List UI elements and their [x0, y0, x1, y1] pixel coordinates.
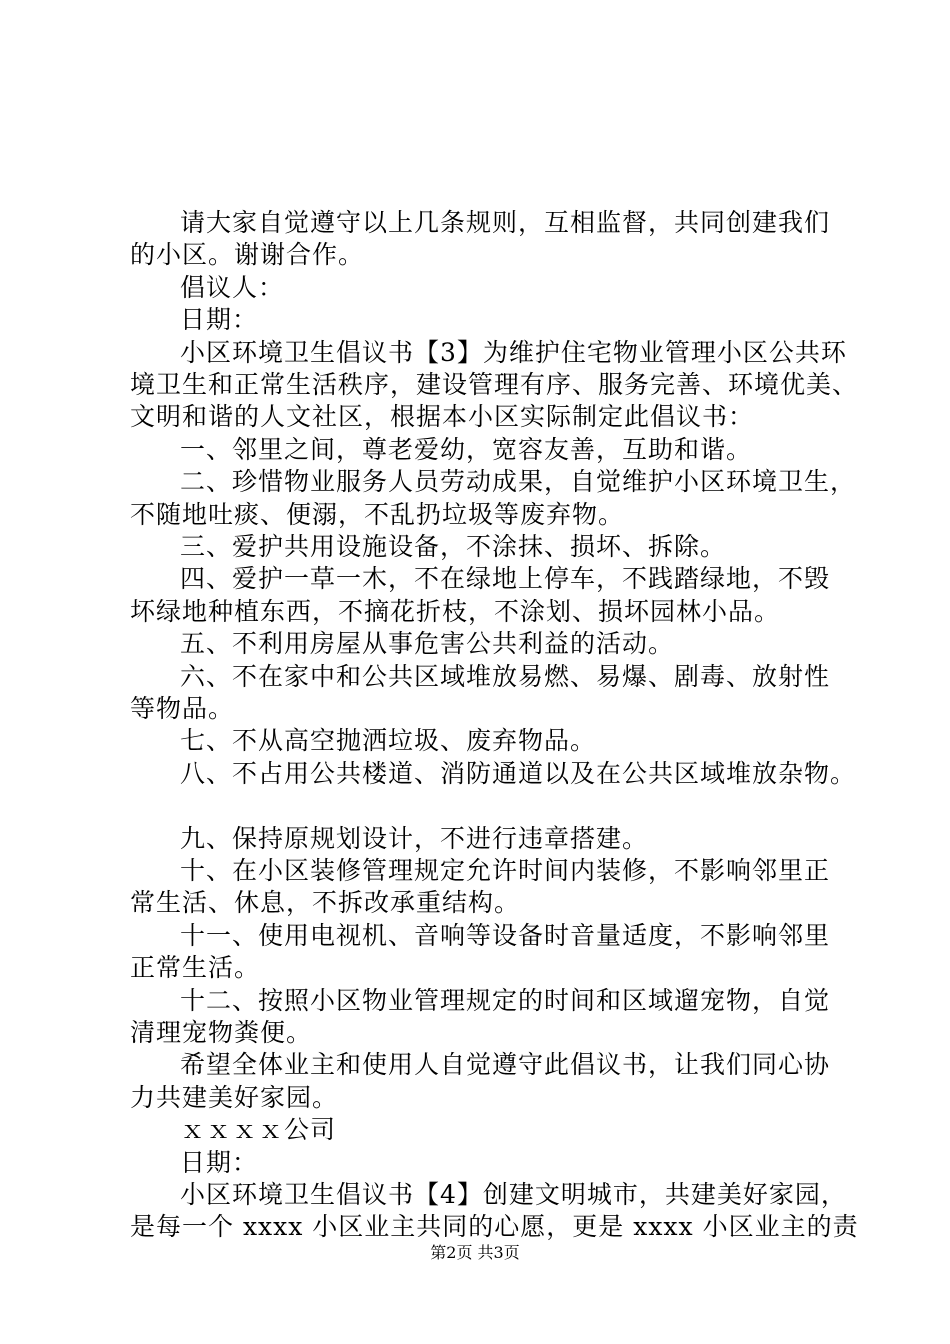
- list-item: 一、邻里之间，尊老爱幼，宽容友善，互助和谐。: [180, 434, 753, 464]
- list-item-continued: 等物品。: [130, 694, 235, 723]
- paragraph-line: 文明和谐的人文社区，根据本小区实际制定此倡议书：: [130, 402, 755, 432]
- list-item: 五、不利用房屋从事危害公共利益的活动。: [180, 629, 675, 659]
- paragraph-line: 请大家自觉遵守以上几条规则，互相监督，共同创建我们: [180, 208, 831, 237]
- list-item-continued: 清理宠物粪便。: [130, 1018, 313, 1047]
- list-item: 十一、使用电视机、音响等设备时音量适度，不影响邻里: [180, 920, 831, 950]
- list-item: 九、保持原规划设计，不进行违章搭建。: [180, 823, 649, 853]
- paragraph-line: 小区环境卫生倡议书【3】为维护住宅物业管理小区公共环: [180, 337, 847, 367]
- list-item-continued: 常生活、休息，不拆改承重结构。: [130, 888, 521, 918]
- list-item-continued: 坏绿地种植东西，不摘花折枝，不涂划、损坏园林小品。: [130, 596, 781, 626]
- list-item: 八、不占用公共楼道、消防通道以及在公共区域堆放杂物。: [180, 758, 857, 788]
- list-item-continued: 不随地吐痰、便溺，不乱扔垃圾等废弃物。: [130, 499, 625, 529]
- paragraph-line: 希望全体业主和使用人自觉遵守此倡议书，让我们同心协: [180, 1050, 831, 1080]
- paragraph-line: 力共建美好家园。: [130, 1082, 339, 1112]
- date-label: 日期：: [180, 1147, 259, 1177]
- list-item: 十、在小区装修管理规定允许时间内装修，不影响邻里正: [180, 856, 831, 885]
- date-label: 日期：: [180, 305, 259, 335]
- signer-label: 倡议人：: [180, 272, 285, 302]
- list-item: 四、爱护一草一木，不在绿地上停车，不践踏绿地，不毁: [180, 564, 831, 594]
- page-number-footer: 第2页 共3页: [430, 1243, 520, 1262]
- paragraph-line: 境卫生和正常生活秩序，建设管理有序、服务完善、环境优美、: [130, 370, 859, 399]
- list-item: 六、不在家中和公共区域堆放易燃、易爆、剧毒、放射性: [180, 661, 831, 691]
- paragraph-line: 小区环境卫生倡议书【4】创建文明城市，共建美好家园，: [180, 1180, 847, 1209]
- list-item: 二、珍惜物业服务人员劳动成果，自觉维护小区环境卫生，: [180, 467, 857, 497]
- paragraph-line: 的小区。谢谢合作。: [130, 240, 365, 270]
- list-item-continued: 正常生活。: [130, 953, 261, 983]
- list-item: 十二、按照小区物业管理规定的时间和区域遛宠物，自觉: [180, 985, 831, 1015]
- company-signature: ｘｘｘｘ公司: [180, 1115, 337, 1145]
- list-item: 七、不从高空抛洒垃圾、废弃物品。: [180, 726, 597, 756]
- paragraph-line: 是每一个 xxxx 小区业主共同的心愿，更是 xxxx 小区业主的责: [130, 1212, 859, 1242]
- list-item: 三、爱护共用设施设备，不涂抹、损坏、拆除。: [180, 532, 727, 561]
